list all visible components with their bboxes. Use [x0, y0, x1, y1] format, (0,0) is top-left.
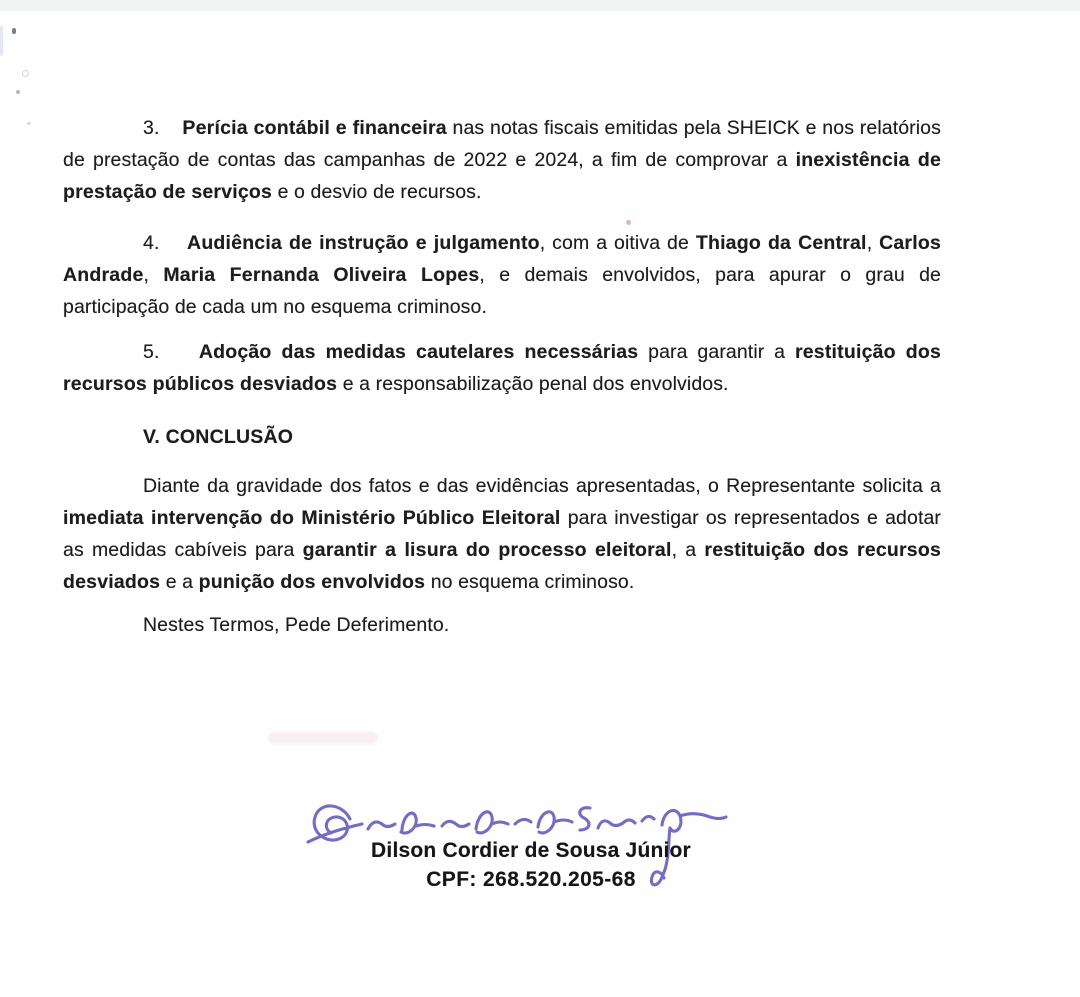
text-run: , com a oitiva de	[539, 232, 696, 254]
signatory-cpf: CPF: 268.520.205-68	[426, 868, 636, 891]
scan-smudge	[268, 732, 378, 744]
item-3	[63, 112, 941, 208]
section-heading	[63, 421, 941, 453]
bold-run: Thiago da Central	[695, 232, 867, 254]
signature-block	[0, 836, 1062, 895]
text-run: ,	[143, 264, 164, 286]
text-run: , e demais envolvidos, para apurar o grau de participação de cada um no esquema criminoso.	[63, 264, 942, 318]
closing	[63, 609, 941, 641]
scan-edge-band	[0, 0, 1080, 11]
text-run: nas notas fiscais emitidas pela SHEICK e nos relatórios de prestação de contas das campanhas de 2022 e 2024, a fim de comprovar a	[63, 117, 941, 171]
signatory-name: Dilson Cordier de Sousa Júnior	[371, 839, 691, 862]
scan-speck	[22, 70, 29, 77]
text-run: ,	[866, 232, 880, 254]
text-run: , a	[671, 539, 705, 561]
text-run: no esquema criminoso.	[425, 571, 635, 593]
text-run: 5.	[143, 341, 199, 363]
bold-run: imediata intervenção do Ministério Público Eleitoral	[63, 507, 561, 529]
item-5	[63, 336, 941, 400]
scan-edge-artifact	[0, 26, 3, 56]
bold-run: Adoção das medidas cautelares necessárias	[198, 341, 639, 363]
bold-run: Perícia contábil e financeira	[182, 117, 447, 139]
text-run: para garantir a	[638, 341, 795, 363]
bold-run: Maria Fernanda Oliveira Lopes	[163, 264, 480, 286]
bold-run: Audiência de instrução e julgamento	[187, 232, 540, 254]
bold-run: restituição dos recursos desviados	[63, 539, 942, 593]
bold-run: garantir a lisura do processo eleitoral	[302, 539, 672, 561]
text-run: para investigar os representados e adotar as medidas cabíveis para	[63, 507, 942, 561]
bold-run: Carlos Andrade	[63, 232, 941, 286]
bold-run: V. CONCLUSÃO	[143, 426, 294, 448]
conclusion	[63, 470, 941, 598]
document-body	[63, 112, 941, 641]
bold-run: inexistência de prestação de serviços	[63, 149, 941, 203]
text-run: e o desvio de recursos.	[272, 181, 482, 203]
bold-run: restituição dos recursos públicos desviados	[63, 341, 941, 395]
text-run: Nestes Termos, Pede Deferimento.	[143, 614, 450, 636]
scan-speck	[12, 28, 16, 34]
scan-speck	[27, 122, 31, 125]
text-run: 3.	[143, 117, 183, 139]
bold-run: punição dos envolvidos	[198, 571, 426, 593]
text-run: e a	[160, 571, 199, 593]
text-run: Diante da gravidade dos fatos e das evidências apresentadas, o Representante solicita a	[143, 475, 941, 497]
item-4	[63, 227, 941, 323]
text-run: 4.	[143, 232, 188, 254]
scan-speck	[16, 90, 20, 94]
text-run: e a responsabilização penal dos envolvidos.	[337, 373, 729, 395]
